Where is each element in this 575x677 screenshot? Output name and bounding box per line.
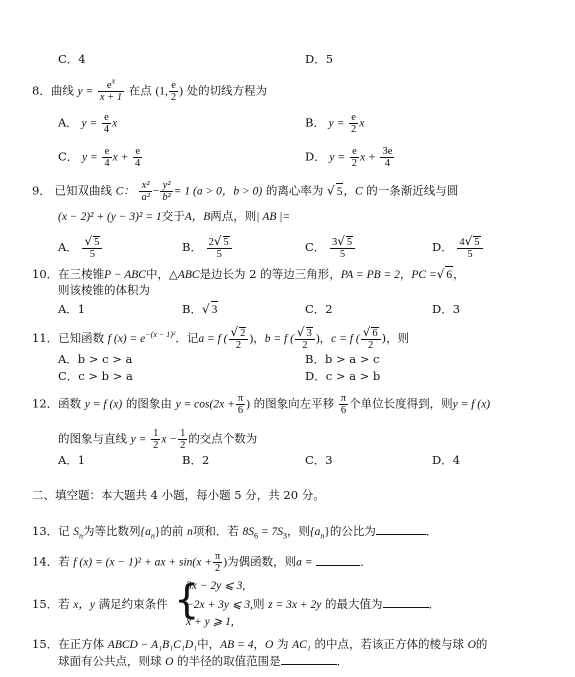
q8-option-b (305, 112, 364, 135)
q9-c2: C (354, 185, 363, 198)
q8-b-den: 2 (351, 124, 357, 135)
q12-l-mid: x − (161, 433, 178, 446)
q8-a-frac (102, 112, 111, 135)
q12-cos-b: ) (246, 398, 250, 411)
q12-option-a: A．1 (58, 453, 86, 467)
q10-option-c: C．2 (305, 302, 333, 316)
q13-cond: 8S (242, 526, 254, 538)
q14-end: ． (360, 554, 372, 569)
q9-text-f: 两点，则 (210, 209, 257, 223)
q12-cos-a: y = cos(2x + (175, 398, 235, 411)
q11-text-b: ．记 (175, 331, 199, 345)
q14-a: a = (296, 556, 313, 569)
q15b-text-f: 的 (475, 637, 488, 651)
q15b-cube: ABCD − A₁B₁C₁D₁ (107, 639, 198, 651)
q8-a-var: x (112, 117, 118, 130)
q10-comma: ， (399, 267, 412, 281)
q9-number: 9． (32, 183, 51, 198)
q11-a-close: )， (249, 333, 265, 345)
q13-an-sub: n (150, 531, 155, 541)
q14-number: 14． (32, 554, 59, 569)
q9-b-num: 5 (223, 237, 229, 248)
q8-c-frac1 (102, 146, 111, 169)
q15b-number: 15． (32, 637, 59, 651)
q9-c-frac (330, 236, 355, 260)
q12-number: 12． (32, 396, 59, 411)
q12-pi-frac (236, 393, 245, 416)
q11-option-d: D．c > a > b (305, 369, 381, 383)
sqrt-icon: √ (230, 325, 239, 339)
q10-pyramid: P − ABC (104, 269, 146, 281)
q8-c-num: e (102, 146, 111, 158)
q9-a-den: 5 (89, 249, 96, 260)
q12-line-lhs: y = (130, 433, 147, 446)
q10-triangle: ABC (177, 269, 200, 281)
q11-c-frac (361, 327, 381, 351)
q7-option-d: D．5 (305, 52, 334, 66)
q8-b-label: B． (305, 115, 325, 130)
q8-d-den: 2 (351, 158, 358, 169)
q9-a-num: 5 (94, 237, 100, 248)
q15b-line2 (58, 653, 348, 670)
q8-pt-num: e (169, 80, 178, 92)
q9-points: A，B (184, 211, 211, 223)
q9-f1-num: x² (139, 180, 151, 192)
q15a-text-d: 的最大值为 (325, 597, 383, 611)
q12-l-frac1 (151, 428, 160, 451)
q8-c-den: 4 (104, 158, 110, 169)
q8-d-den2: 4 (384, 158, 391, 169)
q10-text-c: 是边长为 2 的等边三角形， (199, 267, 341, 281)
q13-cond-mid: = 7S (258, 526, 284, 538)
q9-b-frac (207, 236, 232, 260)
q9-c-den: 5 (339, 249, 346, 260)
q8-option-c (58, 146, 143, 169)
q9-line2 (58, 208, 290, 225)
q9-frac-y (160, 180, 172, 203)
q15b-end: ． (336, 654, 349, 668)
q9-d-num: 5 (474, 237, 480, 248)
q8-text-b: 在点 (128, 83, 152, 98)
q10-end: ， (453, 267, 465, 281)
q7-option-c: C．4 (58, 52, 86, 66)
q10-option-d: D．3 (432, 302, 461, 316)
q11-b-eq: b = f ( (264, 333, 294, 345)
q11-b-den: 2 (302, 340, 308, 351)
q9-text-e: 交于 (161, 209, 185, 223)
q12-text-c: 的图象向左平移 (253, 396, 335, 411)
q11-c-eq: c = f ( (331, 333, 360, 345)
q12-line2 (58, 428, 257, 451)
q13-an-close: } (154, 526, 161, 538)
q9-cond: = 1 (a > 0，b > 0) (173, 185, 263, 198)
q12-option-b: B．2 (182, 453, 210, 467)
q15a-text-c: 则 (253, 597, 265, 611)
q9-c-label: C． (305, 240, 326, 254)
q13-an2: {a (310, 526, 321, 538)
q15a-stem (32, 596, 168, 613)
q15a-constraint-2-line (186, 596, 440, 613)
q10-b-val: 3 (211, 301, 219, 318)
q8-c-lhs: y = (81, 151, 98, 164)
q9-b-coef: 2 (208, 237, 214, 248)
sqrt-icon: √ (201, 302, 210, 316)
q15b-stem (32, 636, 487, 653)
q12-text-a: 函数 (58, 396, 82, 411)
q11-b-num: 3 (306, 328, 312, 339)
q13-cond-sub2: 3 (283, 531, 288, 541)
q12-line2-b: 的交点个数为 (188, 431, 258, 446)
q10-pc: PC = (411, 269, 437, 281)
q12-l-frac2 (178, 428, 187, 451)
q9-b-den: 5 (216, 249, 222, 260)
q10-stem (32, 266, 465, 283)
q15b-ab: AB = 4 (220, 639, 254, 651)
q9-a-label: A． (58, 240, 78, 254)
q12-pi-num: π (237, 393, 244, 404)
q14-text-a: 若 (58, 554, 70, 569)
q14-stem (32, 551, 372, 574)
q15b-o2: O (467, 639, 476, 651)
q12-pi-den: 6 (237, 405, 244, 416)
q12-option-d: D．4 (432, 453, 461, 467)
answer-blank (376, 524, 426, 535)
q9-option-c (305, 236, 356, 260)
q15a-end: ． (428, 597, 441, 611)
q8-number: 8． (32, 83, 51, 98)
sqrt-icon: √ (464, 234, 473, 248)
q15a-z: z = 3x + 2y (268, 599, 322, 611)
q9-text-a: 已知双曲线 (54, 183, 112, 198)
q10-option-b (182, 301, 218, 318)
q13-n: n (187, 526, 193, 538)
q14-pi-den: 2 (215, 563, 221, 574)
q9-text-c: ， (343, 183, 355, 198)
q13-an: {a (140, 526, 151, 538)
q12-text-d: 个单位长度得到，则 (349, 396, 453, 411)
q12-l-den: 2 (153, 440, 159, 451)
q13-text-a: 记 (58, 524, 70, 538)
q13-sn-sub: n (79, 531, 84, 541)
answer-blank (281, 654, 337, 665)
q9-d-den: 5 (467, 249, 473, 260)
q8-d-frac1 (350, 146, 359, 169)
q13-text-c: 的前 (160, 524, 184, 538)
q15b-o3: O (165, 656, 174, 668)
q14-close: ) (223, 556, 228, 569)
q13-text-b: 为等比数列 (83, 524, 141, 538)
q15a-constraint-3: x + y ⩾ 1, (186, 616, 234, 628)
q15a-vars: x，y (73, 599, 96, 611)
q15a-constraint-1: 3x − 2y ⩽ 3, (186, 580, 246, 592)
q13-sn: S (73, 526, 80, 538)
q12-option-c: C．3 (305, 453, 333, 467)
q9-curve-name: C： (115, 185, 135, 198)
q15b-line2-b: 的半径的取值范围是 (177, 654, 281, 668)
q11-f-exp: −(x − 1)² (145, 330, 176, 340)
sqrt-icon: √ (337, 234, 345, 248)
q15b-text-d: 为 (276, 637, 289, 651)
q9-text-d: 的一条渐近线与圆 (366, 183, 459, 198)
q15b-text-e: 的中点，若该正方体的棱与球 (314, 637, 464, 651)
q11-f-def: f (x) = e (107, 333, 146, 345)
q9-circle-eq: (x − 2)² + (y − 3)² = 1 (58, 211, 162, 223)
q9-f1-den: a² (141, 192, 150, 203)
q11-a-eq: a = f ( (198, 333, 228, 345)
q8-d-frac2 (380, 146, 394, 169)
q8-a-den: 4 (103, 124, 110, 135)
q9-stem (32, 180, 458, 203)
q15b-text-a: 在正方体 (58, 637, 105, 651)
q13-an2-sub: n (320, 531, 325, 541)
q10-number: 10． (32, 267, 59, 281)
q11-c-close: )，则 (381, 331, 410, 345)
q10-pa: PA = PB = 2 (340, 269, 400, 281)
q9-c-coef: 3 (331, 237, 338, 248)
q15b-text-b: 中， (197, 637, 221, 651)
q11-a-num: 2 (240, 328, 246, 339)
q8-b-var: x (359, 117, 365, 130)
q15b-line2-a: 球面有公共点，则球 (58, 654, 162, 668)
sqrt-icon: √ (436, 267, 445, 281)
q15b-ac: AC₁ (292, 639, 311, 651)
q12-l-num2: 1 (180, 428, 186, 439)
q15a-text-a: 若 (58, 597, 70, 611)
q9-c-num: 5 (346, 237, 353, 248)
q8-c-mid: x + (112, 151, 129, 164)
q8-d-label: D． (305, 149, 326, 164)
q13-text-e: ，则 (287, 524, 311, 538)
q9-f2-num: y² (160, 180, 172, 192)
q9-b-label: B． (182, 240, 202, 254)
q8-c-label: C． (58, 149, 79, 164)
q8-d-num2: 3e (382, 146, 393, 157)
q8-eq-sup: x (111, 76, 116, 86)
q9-minus: − (152, 185, 160, 198)
q12-l-den2: 2 (180, 440, 186, 451)
q14-text-b: 为偶函数，则 (227, 554, 297, 569)
q14-pi-num: π (214, 551, 221, 562)
q8-eq-den: x + 1 (99, 92, 123, 103)
q15a-text-b: 满足约束条件 (98, 597, 168, 611)
q8-d-lhs: y = (329, 151, 346, 164)
q8-option-a (58, 112, 117, 135)
sqrt-icon: √ (327, 183, 335, 198)
q9-d-label: D． (432, 240, 453, 254)
q8-a-num: e (102, 112, 111, 124)
q15b-o: O (264, 639, 274, 651)
sqrt-icon: √ (362, 325, 371, 339)
q11-c-den: 2 (368, 340, 374, 351)
q11-a-den: 2 (235, 340, 242, 351)
q9-frac-x (139, 180, 151, 203)
q11-stem (32, 327, 409, 351)
q12-line2-a: 的图象与直线 (58, 431, 127, 446)
q9-d-frac (457, 236, 482, 260)
q13-number: 13． (32, 524, 59, 538)
q13-text-f: 的公比为 (329, 524, 376, 538)
q15a-number: 15． (32, 597, 59, 611)
q8-point-frac (169, 80, 178, 103)
q14-f: f (x) = (x − 1)² + ax + sin(x + (73, 556, 212, 569)
q11-b-close: )， (315, 333, 332, 345)
q11-option-c: C．c > b > a (58, 369, 133, 383)
q8-point-close: ) (179, 85, 184, 98)
q8-text: 曲线 (50, 83, 74, 98)
q8-d-mid: x + (360, 151, 376, 164)
answer-blank (383, 597, 429, 608)
q13-stem (32, 523, 437, 540)
brace-icon: { (174, 577, 200, 623)
q11-a-frac (229, 327, 249, 351)
q12-shift-den: 6 (340, 405, 347, 416)
q12-f: y = f (x) (84, 398, 123, 411)
q11-b-frac (295, 327, 315, 351)
section-heading: 二、填空题：本大题共 4 小题，每小题 5 分，共 20 分。 (32, 488, 325, 502)
q8-pt-den: 2 (170, 92, 177, 103)
q10-option-a: A．1 (58, 302, 86, 316)
q8-option-d (305, 146, 395, 169)
q12-text-b: 的图象由 (125, 396, 172, 411)
q12-f2: y = f (x) (452, 398, 491, 411)
q8-text-c: 处的切线方程为 (186, 83, 268, 98)
q8-point-open: (1, (155, 85, 168, 98)
q11-option-a: A．b > c > a (58, 352, 133, 366)
q9-option-d (432, 236, 484, 260)
q15a-constraint-2: −2x + 3y ⩽ 3, (186, 599, 253, 611)
q10-line2: 则该棱锥的体积为 (58, 283, 150, 297)
q9-text-b: 的离心率为 (265, 183, 324, 198)
q8-c-num2: e (133, 146, 142, 158)
q13-end: ． (425, 524, 438, 538)
q10-pc-val: 6 (445, 266, 453, 283)
q8-stem (32, 76, 268, 103)
sqrt-icon: √ (84, 234, 93, 248)
sqrt-icon: √ (296, 325, 305, 339)
q11-c-num: 6 (372, 328, 378, 339)
q8-b-lhs: y = (328, 117, 345, 130)
q12-shift-num: π (340, 393, 347, 404)
q12-stem (32, 393, 490, 416)
q9-option-b (182, 236, 233, 260)
q8-c-den2: 4 (135, 158, 141, 169)
q14-pi-frac (213, 551, 222, 574)
q11-number: 11． (32, 331, 59, 345)
q8-d-num: e (350, 146, 359, 158)
q8-eq-lhs: y = (77, 85, 94, 98)
q9-option-a (58, 236, 103, 260)
q13-an2-close: } (324, 526, 330, 538)
q8-eq-num: e (106, 80, 112, 91)
q8-eq-frac (98, 76, 124, 103)
q9-f2-den: b² (162, 192, 171, 203)
q8-a-lhs: y = (81, 117, 98, 130)
q15b-text-c: ， (253, 637, 265, 651)
sqrt-icon: √ (213, 234, 222, 248)
q11-text-a: 已知函数 (58, 331, 105, 345)
q8-b-num: e (349, 112, 358, 124)
q11-option-b: B．b > a > c (305, 352, 380, 366)
q10-b-label: B． (182, 302, 202, 316)
q9-ecc: 5 (336, 183, 344, 200)
q9-d-coef: 4 (459, 237, 465, 248)
q8-c-frac2 (133, 146, 142, 169)
answer-blank (316, 555, 360, 566)
q8-a-label: A． (58, 115, 78, 130)
q8-b-frac (349, 112, 358, 135)
q13-cond-sub1: 6 (254, 531, 258, 541)
q12-l-num: 1 (153, 428, 159, 439)
q10-text-a: 在三棱锥 (58, 267, 105, 281)
q10-text-b: 中，△ (145, 267, 178, 281)
q13-text-d: 项和．若 (192, 524, 239, 538)
q9-ab: | AB |= (256, 211, 291, 223)
q9-a-frac (82, 236, 102, 260)
q12-shift-frac (339, 393, 348, 416)
